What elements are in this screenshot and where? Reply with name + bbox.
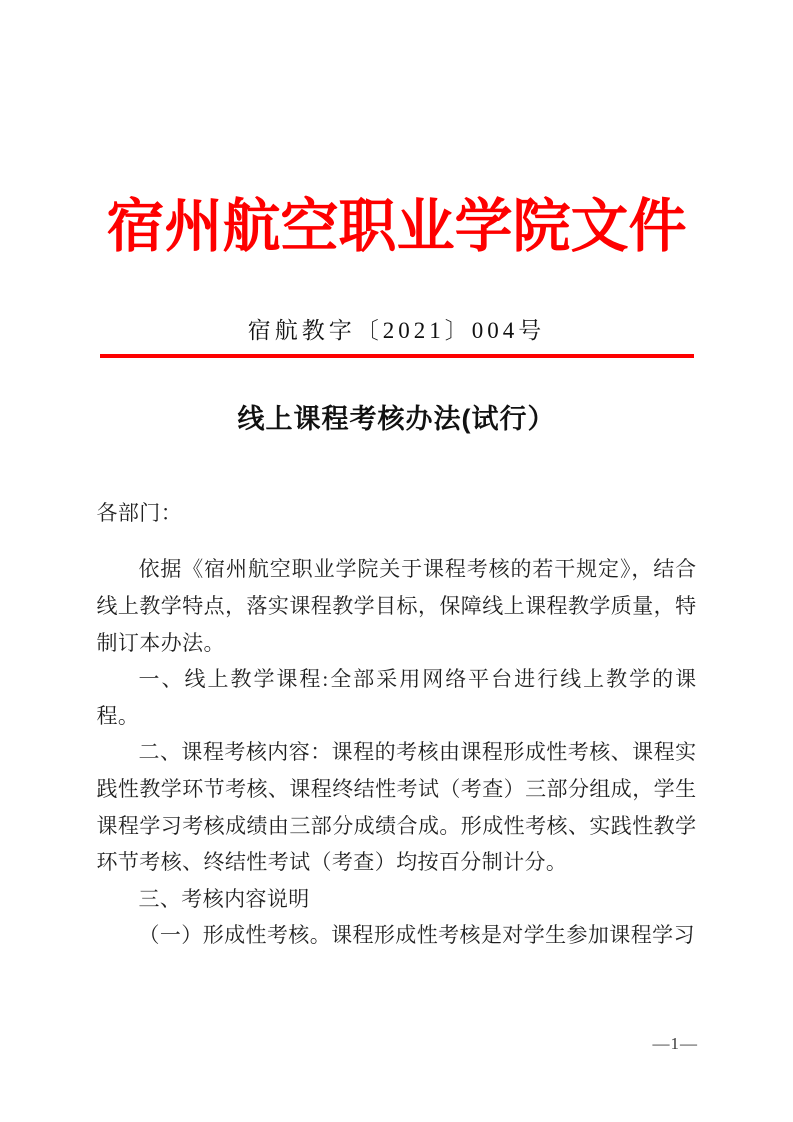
body-paragraph: 依据《宿州航空职业学院关于课程考核的若干规定》，结合线上教学特点，落实课程教学目标，保障线上课程教学质量，特制订本办法。 xyxy=(96,557,697,655)
salutation: 各部门： xyxy=(96,500,183,525)
body-paragraph: 二、课程考核内容：课程的考核由课程形成性考核、课程实践性教学环节考核、课程终结性考试（考查）三部分组成，学生课程学习考核成绩由三部分成绩合成。形成性考核、实践性教学环节考核、终结性考试（考查）均按百分制计分。 xyxy=(96,740,697,875)
document-body xyxy=(97,495,697,954)
body-paragraph: 一、线上教学课程:全部采用网络平台进行线上教学的课程。 xyxy=(96,667,697,728)
red-divider-line xyxy=(100,354,694,358)
body-paragraphs xyxy=(97,551,697,954)
document-title: 线上课程考核办法(试行） xyxy=(237,403,556,434)
body-paragraph: （一）形成性考核。课程形成性考核是对学生参加课程学习 xyxy=(138,923,695,948)
body-paragraph: 三、考核内容说明 xyxy=(138,886,310,911)
org-title: 宿州航空职业学院文件 xyxy=(106,194,687,259)
page-number: —1— xyxy=(652,1034,698,1053)
doc-number: 宿航教字〔2021〕004号 xyxy=(247,317,546,343)
